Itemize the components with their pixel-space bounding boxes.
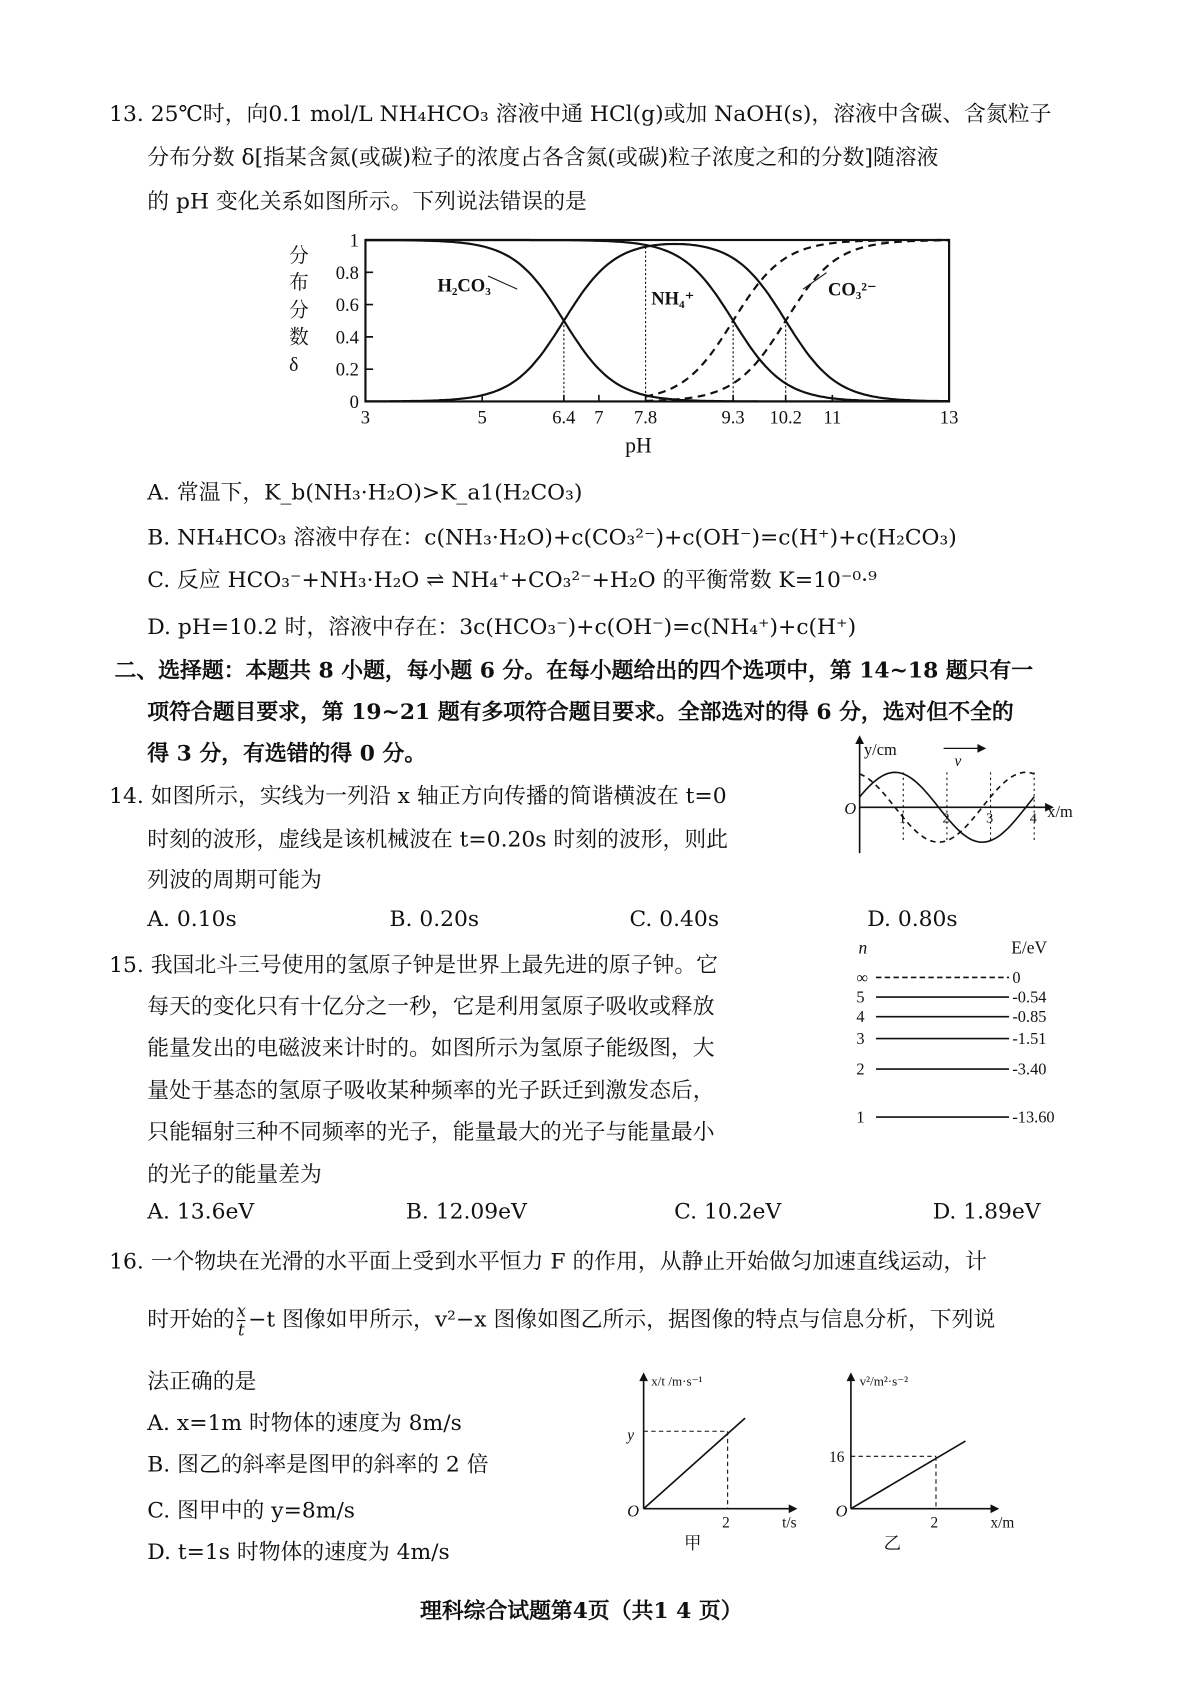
q14-option-a: A. 0.10s — [147, 905, 237, 932]
curve-nh3 — [646, 240, 949, 397]
q13-option-b: B. NH₄HCO₃ 溶液中存在：c(NH₃·H₂O)+c(CO₃²⁻)+c(OH⁻)=c(H⁺)+c(H₂CO₃) — [147, 523, 957, 550]
y-tick-label: 16 — [829, 1448, 845, 1466]
y-axis-label: v²/m²·s⁻² — [859, 1373, 909, 1389]
curve-nh4 — [365, 240, 949, 401]
level-energy-label: 0 — [1012, 967, 1021, 987]
q16-option-c: C. 图甲中的 y=8m/s — [147, 1496, 356, 1523]
q14-option-b: B. 0.20s — [389, 905, 480, 932]
q14-line3: 列波的周期可能为 — [147, 866, 322, 893]
fraction-denominator: t — [238, 1319, 245, 1340]
level-n-label: 2 — [856, 1059, 865, 1079]
q15-line4: 量处于基态的氢原子吸收某种频率的光子跃迁到激发态后， — [147, 1076, 715, 1103]
caption: 甲 — [683, 1533, 702, 1553]
origin-label: O — [627, 1501, 640, 1521]
level-energy-label: -13.60 — [1012, 1107, 1055, 1127]
q15-line6: 的光子的能量差为 — [147, 1160, 322, 1187]
caption: 乙 — [883, 1533, 902, 1553]
y-axis-arrow — [855, 735, 864, 744]
q16-line1: 16. 一个物块在光滑的水平面上受到水平恒力 F 的作用，从静止开始做匀加速直线运动，计 — [109, 1247, 988, 1275]
graph-line — [851, 1441, 966, 1509]
q14-line2: 时刻的波形，虚线是该机械波在 t=0.20s 时刻的波形，则此 — [147, 825, 728, 852]
curve-co3 — [646, 240, 949, 401]
level-n-label: 5 — [856, 987, 865, 1007]
q14-line1: 14. 如图所示，实线为一列沿 x 轴正方向传播的简谐横波在 t=0 — [109, 782, 727, 809]
q16-line3: 法正确的是 — [147, 1367, 257, 1395]
x-tick-label: 13 — [939, 407, 959, 429]
x-axis-label: t/s — [782, 1514, 797, 1532]
x-tick-label: 2 — [942, 810, 950, 827]
q16-option-d: D. t=1s 时物体的速度为 4m/s — [147, 1538, 450, 1565]
graph-yi — [829, 1361, 1047, 1552]
q15-option-b: B. 12.09eV — [405, 1197, 527, 1224]
x-tick-label: 10.2 — [769, 407, 802, 429]
q13-option-a: A. 常温下，K_b(NH₃·H₂O)>K_a1(H₂CO₃) — [147, 478, 583, 506]
q13-line1: 13. 25℃时，向0.1 mol/L NH₄HCO₃ 溶液中通 HCl(g)或加 NaOH(s)，溶液中含碳、含氮粒子 — [109, 100, 1052, 127]
q16-line2 — [147, 1301, 995, 1338]
fraction-numerator: x — [236, 1301, 246, 1322]
wave-figure — [840, 733, 1091, 862]
y-axis-label-char: 数 — [289, 327, 309, 349]
q16-line2-start: 时开始的 — [147, 1305, 235, 1332]
label-leader — [488, 276, 517, 289]
graph-line — [644, 1418, 745, 1509]
chart-frame — [365, 240, 949, 401]
q13-option-d: D. pH=10.2 时，溶液中存在：3c(HCO₃⁻)+c(OH⁻)=c(NH₄⁺)+c(H⁺) — [147, 613, 857, 640]
label-h2co3: H₂CO₃ — [437, 275, 491, 297]
y-axis-label-char: 布 — [289, 273, 309, 295]
y-tick-label: y — [627, 1426, 635, 1444]
x-axis-label: x/m — [990, 1514, 1015, 1532]
section2-line2: 项符合题目要求，第 19~21 题有多项符合题目要求。全部选对的得 6 分，选对但不全的 — [147, 698, 1014, 725]
graph-jia — [616, 1361, 834, 1552]
y-tick-label: 0.4 — [335, 327, 359, 349]
y-tick-label: 0.6 — [335, 295, 359, 317]
q15-option-d: D. 1.89eV — [932, 1197, 1041, 1224]
q16-line2-end: −t 图像如甲所示，v²−x 图像如图乙所示，据图像的特点与信息分析，下列说 — [248, 1305, 996, 1332]
level-n-label: ∞ — [856, 967, 869, 987]
level-n-label: 4 — [856, 1007, 865, 1027]
x-tick-label: 3 — [360, 407, 371, 429]
x-tick-label: 4 — [1029, 810, 1037, 827]
x-tick-label: 1 — [898, 810, 906, 827]
q15-option-c: C. 10.2eV — [674, 1197, 782, 1224]
y-axis-label: x/t /m·s⁻¹ — [651, 1373, 703, 1389]
energy-axis-label: E/eV — [1011, 937, 1048, 958]
x-tick-label: 5 — [477, 407, 487, 429]
label-co3: CO₃²⁻ — [827, 279, 877, 301]
q16-option-b: B. 图乙的斜率是图甲的斜率的 2 倍 — [147, 1450, 489, 1478]
q15-line5: 只能辐射三种不同频率的光子，能量最大的光子与能量最小 — [147, 1118, 715, 1145]
n-axis-label: n — [858, 937, 868, 958]
section2-line1: 二、选择题：本题共 8 小题，每小题 6 分。在每小题给出的四个选项中，第 14~18 题只有一 — [114, 656, 1034, 683]
distribution-chart — [278, 224, 976, 459]
x-axis-label: x/m — [1047, 802, 1073, 822]
origin-label: O — [835, 1501, 848, 1521]
q14-option-d: D. 0.80s — [867, 905, 958, 932]
q15-line2: 每天的变化只有十亿分之一秒，它是利用氢原子吸收或释放 — [147, 992, 715, 1019]
velocity-arrow-head — [977, 744, 986, 753]
y-tick-label: 0.8 — [335, 262, 359, 284]
q13-line2: 分布分数 δ[指某含氮(或碳)粒子的浓度占各含氮(或碳)粒子浓度之和的分数]随溶液 — [147, 143, 939, 171]
q15-line3: 能量发出的电磁波来计时的。如图所示为氢原子能级图，大 — [147, 1034, 715, 1061]
level-energy-label: -1.51 — [1012, 1028, 1047, 1048]
y-tick-label: 1 — [349, 230, 359, 252]
x-tick-label: 9.3 — [721, 407, 745, 429]
x-axis-label: pH — [625, 433, 652, 458]
level-energy-label: -0.54 — [1012, 987, 1047, 1007]
x-tick-label: 2 — [930, 1514, 939, 1532]
energy-level-diagram — [845, 936, 1090, 1138]
level-n-label: 1 — [856, 1107, 865, 1127]
y-tick-label: 0.2 — [335, 359, 359, 381]
x-tick-label: 7 — [594, 407, 604, 429]
fraction-x-over-t — [237, 1303, 246, 1339]
x-tick-label: 2 — [722, 1514, 730, 1532]
section2-line3: 得 3 分，有选错的得 0 分。 — [147, 739, 427, 766]
level-n-label: 3 — [856, 1028, 865, 1048]
curve-hco3 — [365, 244, 949, 401]
q13-line3: 的 pH 变化关系如图所示。下列说法错误的是 — [147, 187, 587, 214]
x-tick-label: 11 — [823, 407, 842, 429]
page-footer: 理科综合试题第4页（共1 4 页） — [419, 1597, 743, 1624]
curve-h2co3 — [365, 240, 949, 401]
label-leader — [803, 273, 826, 289]
x-tick-label: 6.4 — [552, 407, 576, 429]
q15-option-a: A. 13.6eV — [147, 1197, 255, 1224]
level-energy-label: -0.85 — [1012, 1007, 1047, 1027]
x-tick-label: 7.8 — [634, 407, 658, 429]
level-energy-label: -3.40 — [1012, 1059, 1047, 1079]
q16-option-a: A. x=1m 时物体的速度为 8m/s — [147, 1409, 462, 1436]
y-axis-label-char: δ — [289, 354, 299, 376]
q13-option-c: C. 反应 HCO₃⁻+NH₃·H₂O ⇌ NH₄⁺+CO₃²⁻+H₂O 的平衡常数 K=10⁻⁰·⁹ — [147, 566, 877, 593]
q15-line1: 15. 我国北斗三号使用的氢原子钟是世界上最先进的原子钟。它 — [109, 951, 718, 978]
y-axis-label-char: 分 — [289, 245, 309, 267]
y-tick-label: 0 — [349, 391, 359, 413]
label-nh4: NH₄⁺ — [651, 288, 695, 310]
origin-label: O — [844, 798, 857, 818]
q14-option-c: C. 0.40s — [629, 905, 720, 932]
velocity-label: v — [954, 752, 962, 770]
y-axis-label: y/cm — [863, 739, 897, 759]
x-tick-label: 3 — [986, 810, 994, 827]
y-axis-label-char: 分 — [289, 300, 309, 322]
